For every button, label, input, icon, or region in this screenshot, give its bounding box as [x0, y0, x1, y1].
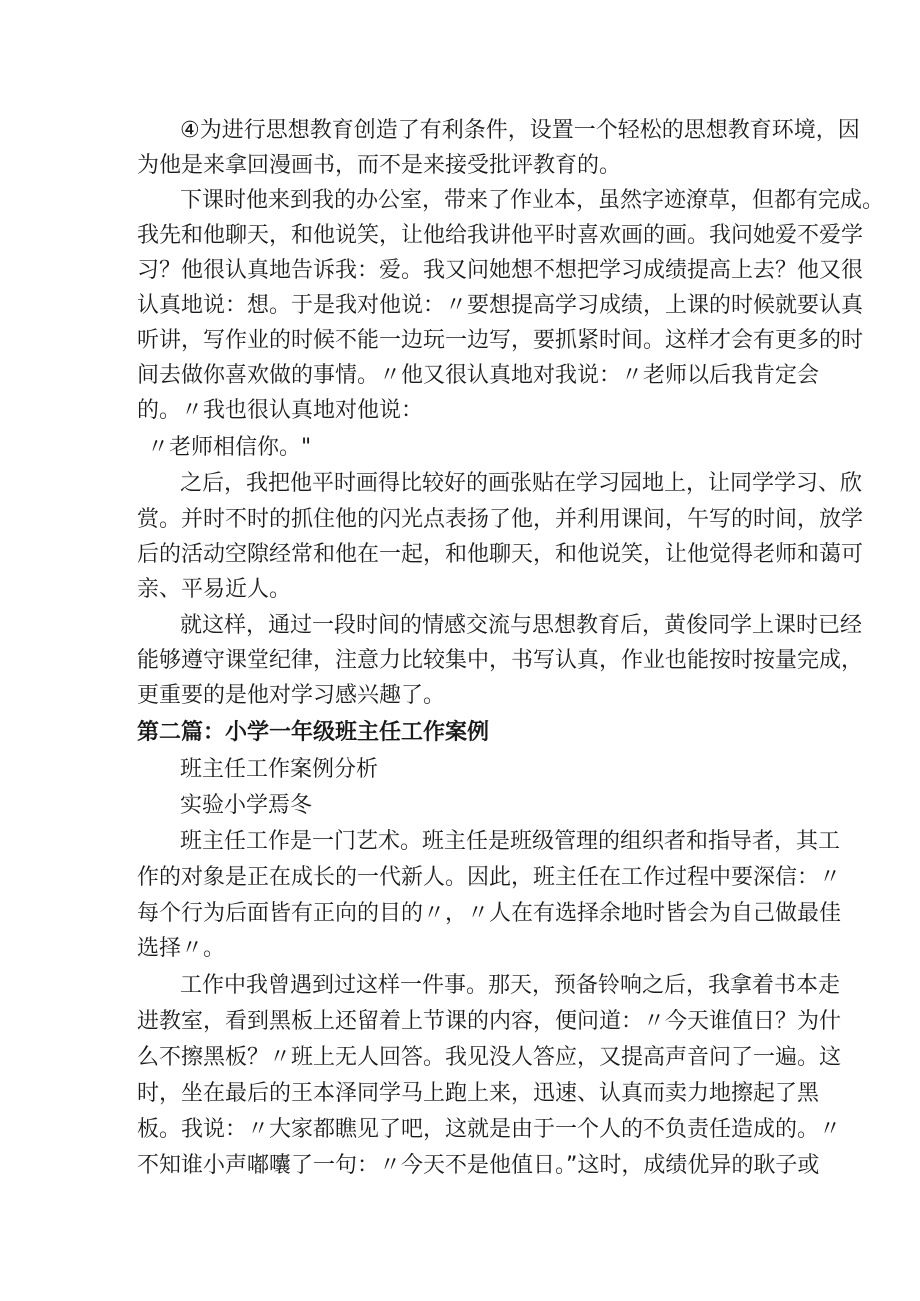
paragraph-line: 选择〃。	[137, 936, 226, 961]
paragraph-line: 板。我说：〃大家都瞧见了吧，这就是由于一个人的不负责任造成的。〃	[137, 1117, 842, 1142]
paragraph-line: 进教室，看到黑板上还留着上节课的内容，便问道：〃今天谁值日？为什	[137, 1009, 842, 1034]
paragraph-line: 的。〃我也很认真地对他说：	[137, 398, 424, 423]
paragraph-line: 班主任工作案例分析	[180, 757, 379, 782]
paragraph-line: 实验小学焉冬	[180, 793, 313, 818]
paragraph-line: 每个行为后面皆有正向的目的〃，〃人在有选择余地时皆会为自己做最佳	[137, 901, 842, 926]
paragraph-line: ④为进行思想教育创造了有利条件，设置一个轻松的思想教育环境，因	[180, 118, 860, 143]
paragraph-line: 能够遵守课堂纪律，注意力比较集中，书写认真，作业也能按时按量完成，	[137, 648, 864, 673]
paragraph-line: 之后，我把他平时画得比较好的画张贴在学习园地上，让同学学习、欣	[180, 471, 863, 496]
paragraph-line: 班主任工作是一门艺术。班主任是班级管理的组织者和指导者，其工	[180, 829, 841, 854]
paragraph-line: 我先和他聊天，和他说笑，让他给我讲他平时喜欢画的画。我问她爱不爱学	[137, 223, 864, 248]
section-heading: 第二篇：小学一年级班主任工作案例	[137, 720, 490, 745]
paragraph-line: 么不擦黑板？〃班上无人回答。我见没人答应，又提高声音问了一遍。这	[137, 1045, 842, 1070]
paragraph-line: 下课时他来到我的办公室，带来了作业本，虽然字迹潦草，但都有完成。	[180, 188, 885, 213]
paragraph-line: 间去做你喜欢做的事情。〃他又很认真地对我说：〃老师以后我肯定会	[137, 363, 820, 388]
paragraph-line: 听讲，写作业的时候不能一边玩一边写，要抓紧时间。这样才会有更多的时	[137, 328, 864, 353]
paragraph-line: 时，坐在最后的王本泽同学马上跑上来，迅速、认真而卖力地擦起了黑	[137, 1081, 820, 1106]
paragraph-line: 亲、平易近人。	[137, 577, 292, 602]
paragraph-line: 认真地说：想。于是我对他说：〃要想提高学习成绩，上课的时候就要认真	[137, 293, 864, 318]
paragraph-line: 〃老师相信你。"	[147, 435, 312, 460]
paragraph-line: 赏。并时不时的抓住他的闪光点表扬了他，并利用课间，午写的时间，放学	[137, 507, 864, 532]
paragraph-line: 更重要的是他对学习感兴趣了。	[137, 683, 446, 708]
paragraph-line: 为他是来拿回漫画书，而不是来接受批评教育的。	[137, 153, 622, 178]
paragraph-line: 就这样，通过一段时间的情感交流与思想教育后，黄俊同学上课时已经	[180, 613, 863, 638]
paragraph-line: 习？他很认真地告诉我：爱。我又问她想不想把学习成绩提高上去？他又很	[137, 258, 864, 283]
paragraph-line: 不知谁小声嘟囔了一句：〃今天不是他值日。”这时，成绩优异的耿子或	[137, 1153, 820, 1178]
paragraph-line: 后的活动空隙经常和他在一起，和他聊天，和他说笑，让他觉得老师和蔼可	[137, 542, 864, 567]
paragraph-line: 作的对象是正在成长的一代新人。因此，班主任在工作过程中要深信：〃	[137, 865, 842, 890]
paragraph-line: 工作中我曾遇到过这样一件事。那天，预备铃响之后，我拿着书本走	[180, 973, 841, 998]
